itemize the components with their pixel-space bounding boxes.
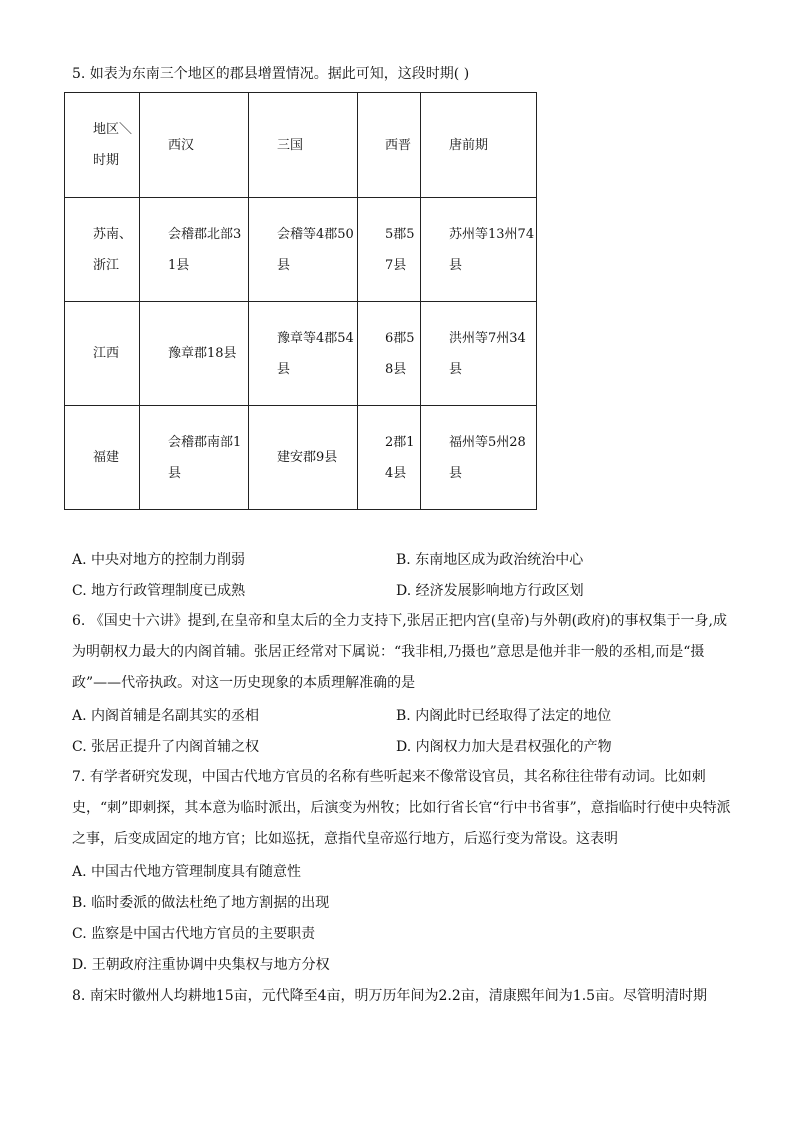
q5-option-b[interactable]: B. 东南地区成为政治统治中心 [396,552,584,568]
table-header-cell: 西汉 [140,93,249,198]
q5-option-c[interactable]: C. 地方行政管理制度已成熟 [72,583,246,599]
table-cell: 江西 [65,302,140,406]
table-cell: 福建 [65,406,140,510]
question-5-stem: 5. 如表为东南三个地区的郡县增置情况。据此可知，这段时期( ) [72,66,470,82]
table-row [65,406,537,510]
table-header-cell: 三国 [249,93,358,198]
question-8-stem: 8. 南宋时徽州人均耕地15亩，元代降至4亩，明万历年间为2.2亩，清康熙年间为1.5亩。尽管明清时期 [72,988,708,1004]
table-cell: 苏州等13州74县 [421,198,537,302]
table-header-cell: 西晋 [358,93,421,198]
table-cell: 会稽郡北部31县 [140,198,249,302]
q7-option-a[interactable]: A. 中国古代地方管理制度具有随意性 [72,864,302,880]
q5-option-d[interactable]: D. 经济发展影响地方行政区划 [396,583,584,599]
table-cell: 福州等5州28县 [421,406,537,510]
table-header-row [65,93,537,198]
table-cell: 会稽郡南部1县 [140,406,249,510]
table-cell: 苏南、浙江 [65,198,140,302]
q6-option-b[interactable]: B. 内阁此时已经取得了法定的地位 [396,708,612,724]
table-cell: 建安郡9县 [249,406,358,510]
question-7-stem: 7. 有学者研究发现，中国古代地方官员的名称有些听起来不像常设官员，其名称往往带有动词。比如刺史，“刺”即刺探，其本意为临时派出，后演变为州牧；比如行省长官“行中书省事”，意指临时行使中央特派之事，后变成固定的地方官；比如巡抚，意指代皇帝巡行地方，后巡行变为常设。这表明 [72,769,731,847]
table-header-cell: 地区＼时期 [65,93,140,198]
table-cell: 2郡14县 [358,406,421,510]
q6-option-a[interactable]: A. 内阁首辅是名副其实的丞相 [72,708,260,724]
q7-option-c[interactable]: C. 监察是中国古代地方官员的主要职责 [72,926,316,942]
table-cell: 洪州等7州34县 [421,302,537,406]
table-cell: 豫章等4郡54县 [249,302,358,406]
table-cell: 会稽等4郡50县 [249,198,358,302]
q6-option-c[interactable]: C. 张居正提升了内阁首辅之权 [72,739,260,755]
county-table [64,92,537,510]
table-header-cell: 唐前期 [421,93,537,198]
q7-option-b[interactable]: B. 临时委派的做法杜绝了地方割据的出现 [72,895,330,911]
table-cell: 豫章郡18县 [140,302,249,406]
q6-option-d[interactable]: D. 内阁权力加大是君权强化的产物 [396,739,612,755]
table-row [65,198,537,302]
table-cell: 5郡57县 [358,198,421,302]
table-cell: 6郡58县 [358,302,421,406]
q5-option-a[interactable]: A. 中央对地方的控制力削弱 [72,552,246,568]
table-row [65,302,537,406]
question-6-stem: 6. 《国史十六讲》提到,在皇帝和皇太后的全力支持下,张居正把内宫(皇帝)与外朝(政府)的事权集于一身,成为明朝权力最大的内阁首辅。张居正经常对下属说：“我非相,乃摄也”意思是他并非一般的丞相,而是“摄政”——代帝执政。对这一历史现象的本质理解准确的是 [72,613,728,691]
q7-option-d[interactable]: D. 王朝政府注重协调中央集权与地方分权 [72,957,330,973]
